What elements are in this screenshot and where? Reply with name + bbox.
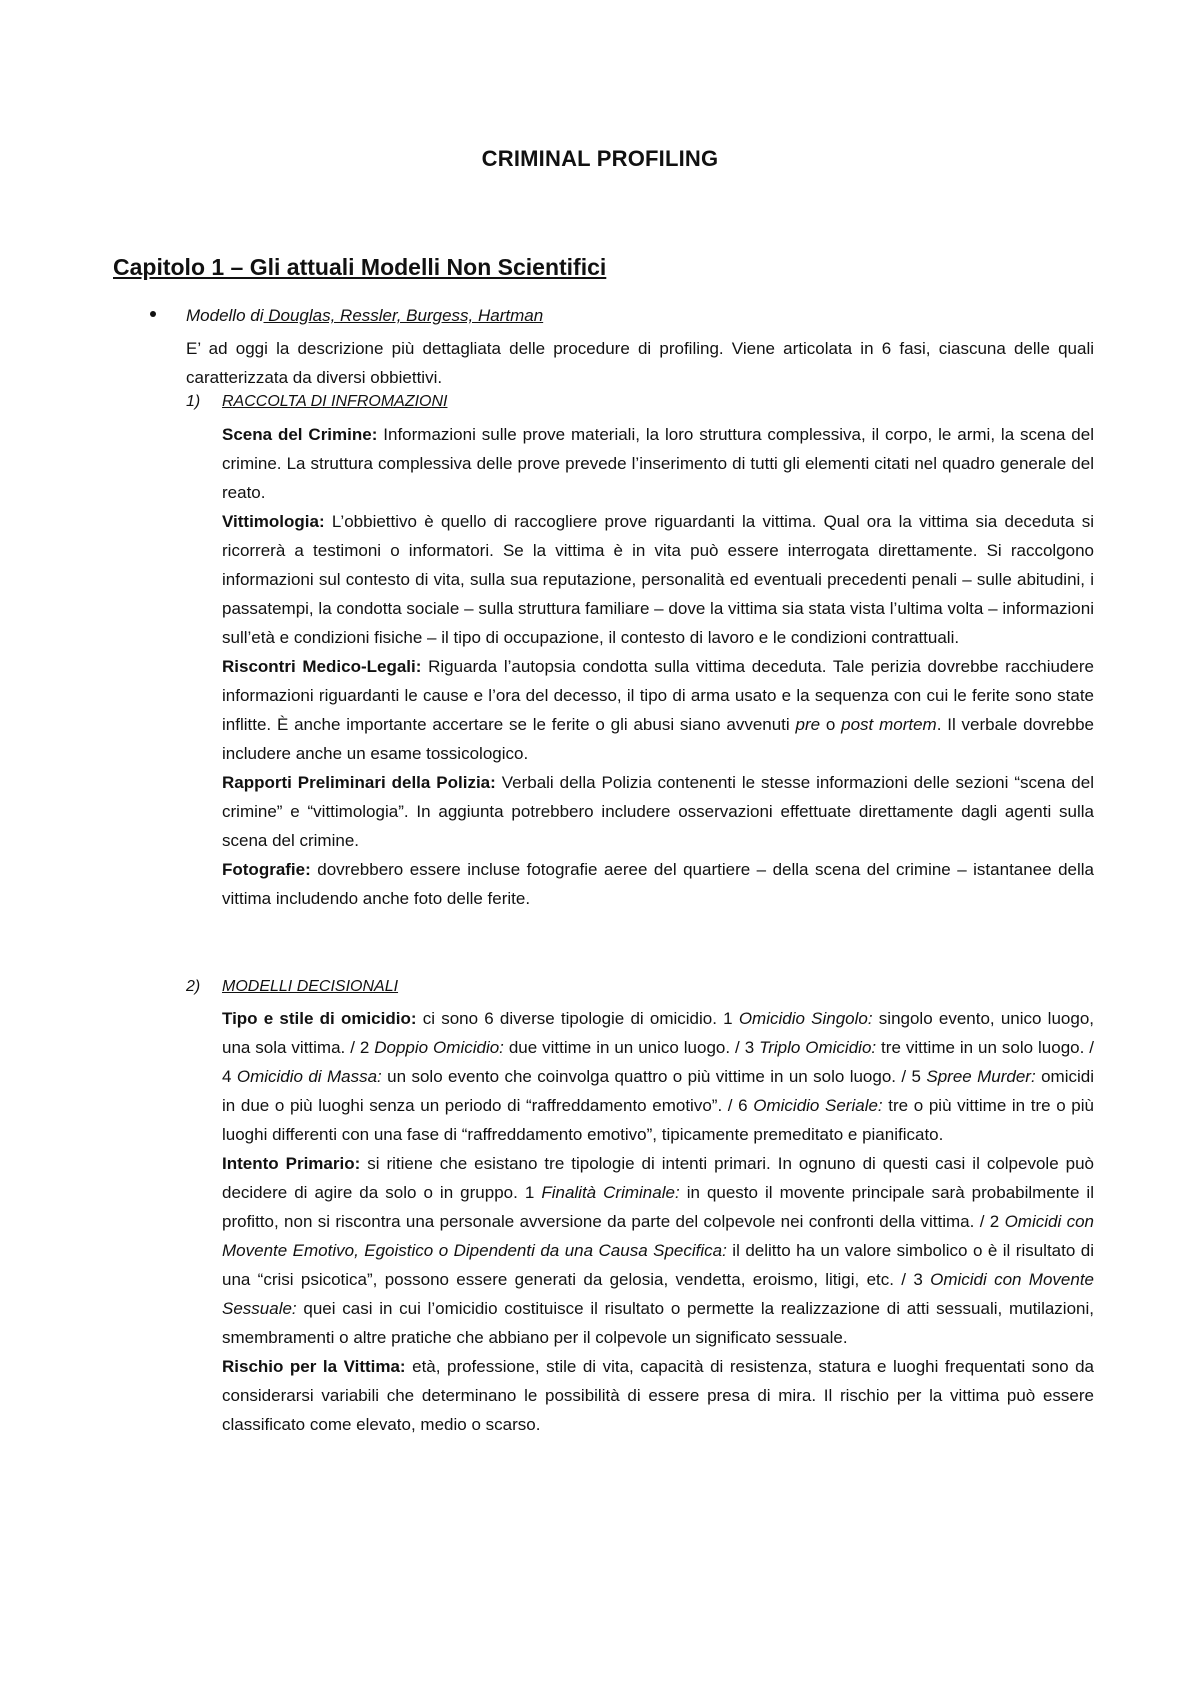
item-text: L’obbiettivo è quello di raccogliere prove riguardanti la vittima. Qual ora la vittima sia deceduta si ricorrerà a testimoni o informatori. Se la vittima è in vita può essere interrogata direttamente. Si raccolgono informazioni sul contesto di vita, sulla sua reputazione, personalità ed eventuali precedenti penali – sulle abitudini, i passatempi, la condotta sociale – sulla struttura familiare – dove la vittima sia stata vista l’ultima volta – informazioni sull’età e condizioni fisiche – il tipo di occupazione, il contesto di lavoro e le condizioni contrattuali.	[222, 512, 1094, 647]
item-text: dovrebbero essere incluse fotografie aeree del quartiere – della scena del crimine – istantanee della vittima includendo anche foto delle ferite.	[222, 860, 1094, 908]
item-text: omicidi in due o più luoghi senza un periodo di “raffreddamento emotivo”. / 6	[222, 1067, 1094, 1115]
item-term: Rischio per la Vittima:	[222, 1357, 406, 1376]
item-text: tre vittime in un solo luogo. / 4	[222, 1038, 1094, 1086]
item-text: Verbali della Polizia contenenti le stesse informazioni delle sezioni “scena del crimine” e “vittimologia”. In aggiunta potrebbero includere osservazioni effettuate direttamente dagli agenti sulla scena del crimine.	[222, 773, 1094, 850]
chapter-heading: Capitolo 1 – Gli attuali Modelli Non Scientifici	[113, 254, 607, 280]
bullet-prefix: Modello di	[186, 306, 264, 325]
item-text: Riguarda l’autopsia condotta sulla vittima deceduta. Tale perizia dovrebbe racchiudere informazioni riguardanti le cause e l’ora del decesso, il tipo di arma usato e la sequenza con cui le ferite sono state inflitte. È anche importante accertare se le ferite o gli abusi siano avvenuti	[222, 657, 1094, 734]
item-term: Scena del Crimine:	[222, 425, 378, 444]
item-text: singolo evento, unico luogo, una sola vittima. / 2	[222, 1009, 1094, 1057]
item-term: Vittimologia:	[222, 512, 325, 531]
item-fotografie	[222, 855, 1094, 913]
item-text: ci sono 6 diverse tipologie di omicidio. 1	[416, 1009, 739, 1028]
item-rischio-vittima	[222, 1352, 1094, 1439]
item-emphasis: Omicidi con Movente Emotivo, Egoistico o Dipendenti da una Causa Specifica:	[222, 1212, 1094, 1260]
item-intento-primario	[222, 1149, 1094, 1352]
item-term: Fotografie:	[222, 860, 311, 879]
bullet-authors: Douglas, Ressler, Burgess, Hartman	[263, 306, 544, 325]
item-emphasis: Triplo Omicidio:	[759, 1038, 877, 1057]
item-emphasis: Omicidi con Movente Sessuale:	[222, 1270, 1094, 1318]
section-1-content	[222, 420, 1094, 913]
bullet-label	[186, 306, 543, 326]
item-vittimologia	[222, 507, 1094, 652]
item-emphasis: Omicidio Singolo:	[738, 1009, 873, 1028]
item-term: Riscontri Medico-Legali:	[222, 657, 422, 676]
item-term: Intento Primario:	[222, 1154, 361, 1173]
item-emphasis: pre	[795, 715, 821, 734]
section-heading-2	[186, 978, 398, 996]
item-text: in questo il movente principale sarà probabilmente il profitto, non si riscontra una personale avversione da parte del colpevole nei confronti della vittima. / 2	[222, 1183, 1094, 1231]
item-emphasis: Doppio Omicidio:	[374, 1038, 504, 1057]
bullet-dot-icon	[150, 311, 156, 317]
item-text: . Il verbale dovrebbe includere anche un esame tossicologico.	[222, 715, 1094, 763]
item-text: il delitto ha un valore simbolico o è il risultato di una “crisi psicotica”, possono essere generati da gelosia, vendetta, eroismo, litigi, etc. / 3	[222, 1241, 1094, 1289]
item-emphasis: Finalità Criminale:	[541, 1183, 680, 1202]
item-term: Tipo e stile di omicidio:	[222, 1009, 417, 1028]
document-title: CRIMINAL PROFILING	[481, 146, 719, 171]
item-tipo-stile-omicidio	[222, 1004, 1094, 1149]
item-text: quei casi in cui l’omicidio costituisce il risultato o permette la realizzazione di atti sessuali, mutilazioni, smembramenti o altre pratiche che abbiano per il colpevole un significato sessuale.	[222, 1299, 1094, 1347]
item-emphasis: Omicidio Seriale:	[753, 1096, 883, 1115]
item-emphasis: post mortem	[841, 715, 937, 734]
item-emphasis: Spree Murder:	[926, 1067, 1036, 1086]
intro-paragraph: E’ ad oggi la descrizione più dettagliata delle procedure di profiling. Viene articolata in 6 fasi, ciascuna delle quali caratterizzata da diversi obbiettivi.	[186, 339, 1094, 387]
item-text: si ritiene che esistano tre tipologie di intenti primari. In ognuno di questi casi il colpevole può decidere di agire da solo o in gruppo. 1	[222, 1154, 1094, 1202]
item-emphasis: Omicidio di Massa:	[236, 1067, 382, 1086]
item-rapporti-polizia	[222, 768, 1094, 855]
section-2-content	[222, 1004, 1094, 1439]
section-number: 1)	[186, 393, 201, 410]
section-label: MODELLI DECISIONALI	[222, 978, 399, 995]
item-text: o	[820, 715, 842, 734]
item-text: tre o più vittime in tre o più luoghi differenti con una fase di “raffreddamento emotivo”, tipicamente premeditato e pianificato.	[222, 1096, 1094, 1144]
item-riscontri-medico-legali	[222, 652, 1094, 768]
item-term: Rapporti Preliminari della Polizia:	[222, 773, 496, 792]
item-scena-del-crimine	[222, 420, 1094, 507]
item-text: due vittime in un unico luogo. / 3	[503, 1038, 760, 1057]
section-label: RACCOLTA DI INFROMAZIONI	[222, 393, 448, 410]
item-text: età, professione, stile di vita, capacità di resistenza, statura e luoghi frequentati sono da considerarsi variabili che determinano le possibilità di essere presa di mira. Il rischio per la vittima può essere classificato come elevato, medio o scarso.	[222, 1357, 1095, 1434]
item-text: Informazioni sulle prove materiali, la loro struttura complessiva, il corpo, le armi, la scena del crimine. La struttura complessiva delle prove prevede l’inserimento di tutti gli elementi citati nel quadro generale del reato.	[222, 425, 1094, 502]
section-number: 2)	[186, 978, 201, 995]
item-text: un solo evento che coinvolga quattro o più vittime in un solo luogo. / 5	[381, 1067, 927, 1086]
section-heading-1	[186, 393, 447, 411]
